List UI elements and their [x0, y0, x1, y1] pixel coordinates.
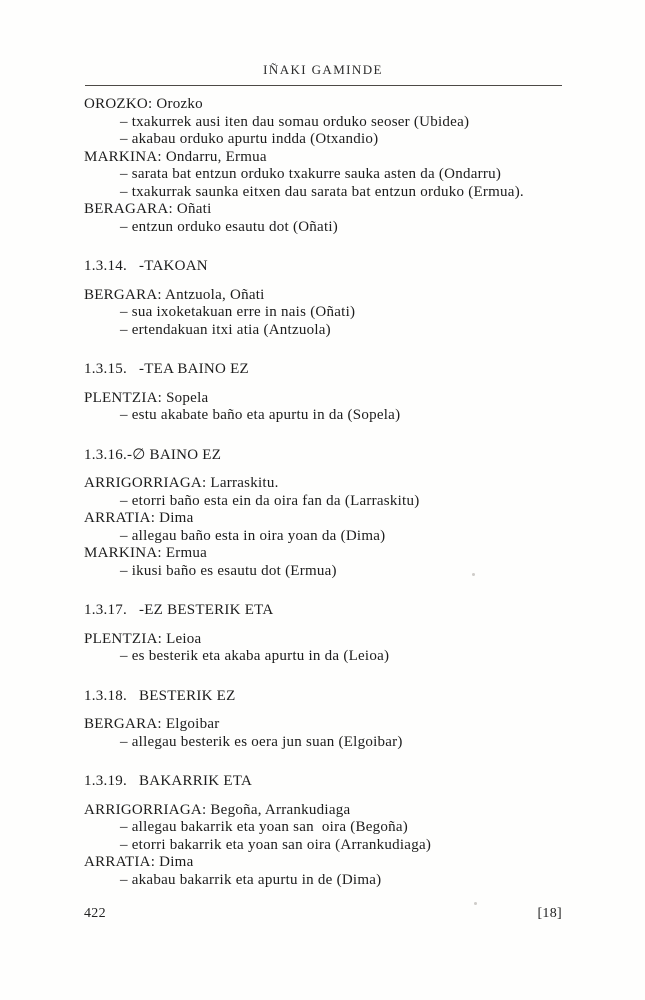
example-line: – es besterik eta akaba apurtu in da (Leioa) — [120, 648, 390, 664]
section-heading: 1.3.14. -TAKOAN — [84, 258, 208, 274]
page-footer — [84, 906, 562, 922]
example-line: – allegau besterik es oera jun suan (Elgoibar) — [120, 733, 403, 750]
entry-place-name: MARKINA: Ondarru, Ermua — [84, 148, 267, 165]
section-heading: 1.3.16.-∅ BAINO EZ — [84, 446, 222, 463]
entry-place-name: BERGARA: Antzuola, Oñati — [84, 286, 265, 303]
entry-place-name: ARRATIA: Dima — [84, 510, 194, 526]
entry-place-name: OROZKO: Orozko — [84, 96, 203, 112]
entry-place-name: PLENTZIA: Leioa — [84, 630, 202, 647]
page-number: 422 — [84, 906, 106, 921]
scan-artifact-dot — [474, 902, 477, 905]
header-rule — [85, 85, 562, 86]
section-heading: 1.3.15. -TEA BAINO EZ — [84, 361, 249, 377]
example-line: – entzun orduko esautu dot (Oñati) — [120, 218, 339, 235]
example-line: – txakurrak saunka eitxen dau sarata bat entzun orduko (Ermua). — [120, 183, 524, 200]
example-line: – estu akabate baño eta apurtu in da (Sopela) — [120, 407, 401, 423]
entry-place-name: BERGARA: Elgoibar — [84, 716, 220, 732]
example-line: – akabau bakarrik eta apurtu in de (Dima) — [120, 871, 382, 888]
example-line: – allegau bakarrik eta yoan san oira (Begoña) — [120, 819, 409, 835]
entry-place-name: MARKINA: Ermua — [84, 545, 208, 561]
section-heading: 1.3.17. -EZ BESTERIK ETA — [84, 602, 274, 618]
example-line: – sarata bat entzun orduko txakurre sauka asten da (Ondarru) — [120, 166, 502, 182]
document-body — [84, 96, 590, 889]
example-line: – sua ixoketakuan erre in nais (Oñati) — [120, 304, 356, 320]
section-heading: 1.3.19. BAKARRIK ETA — [84, 773, 253, 789]
entry-place-name: ARRIGORRIAGA: Begoña, Arrankudiaga — [84, 801, 351, 818]
example-line: – akabau orduko apurtu indda (Otxandio) — [120, 131, 379, 147]
example-line: – etorri bakarrik eta yoan san oira (Arrankudiaga) — [120, 836, 432, 853]
entry-place-name: ARRATIA: Dima — [84, 854, 194, 870]
entry-place-name: BERAGARA: Oñati — [84, 201, 212, 217]
running-header: IÑAKI GAMINDE — [263, 62, 383, 77]
column-reference: [18] — [537, 906, 562, 921]
example-line: – txakurrek ausi iten dau somau orduko seoser (Ubidea) — [120, 113, 470, 130]
entry-place-name: ARRIGORRIAGA: Larraskitu. — [84, 475, 279, 491]
example-line: – etorri baño esta ein da oira fan da (Larraskitu) — [120, 492, 420, 509]
scan-artifact-dot — [472, 573, 475, 576]
example-line: – ertendakuan itxi atia (Antzuola) — [120, 321, 331, 338]
example-line: – allegau baño esta in oira yoan da (Dima) — [120, 527, 386, 544]
section-heading: 1.3.18. BESTERIK EZ — [84, 687, 236, 704]
entry-place-name: PLENTZIA: Sopela — [84, 389, 209, 406]
example-line: – ikusi baño es esautu dot (Ermua) — [120, 562, 337, 579]
